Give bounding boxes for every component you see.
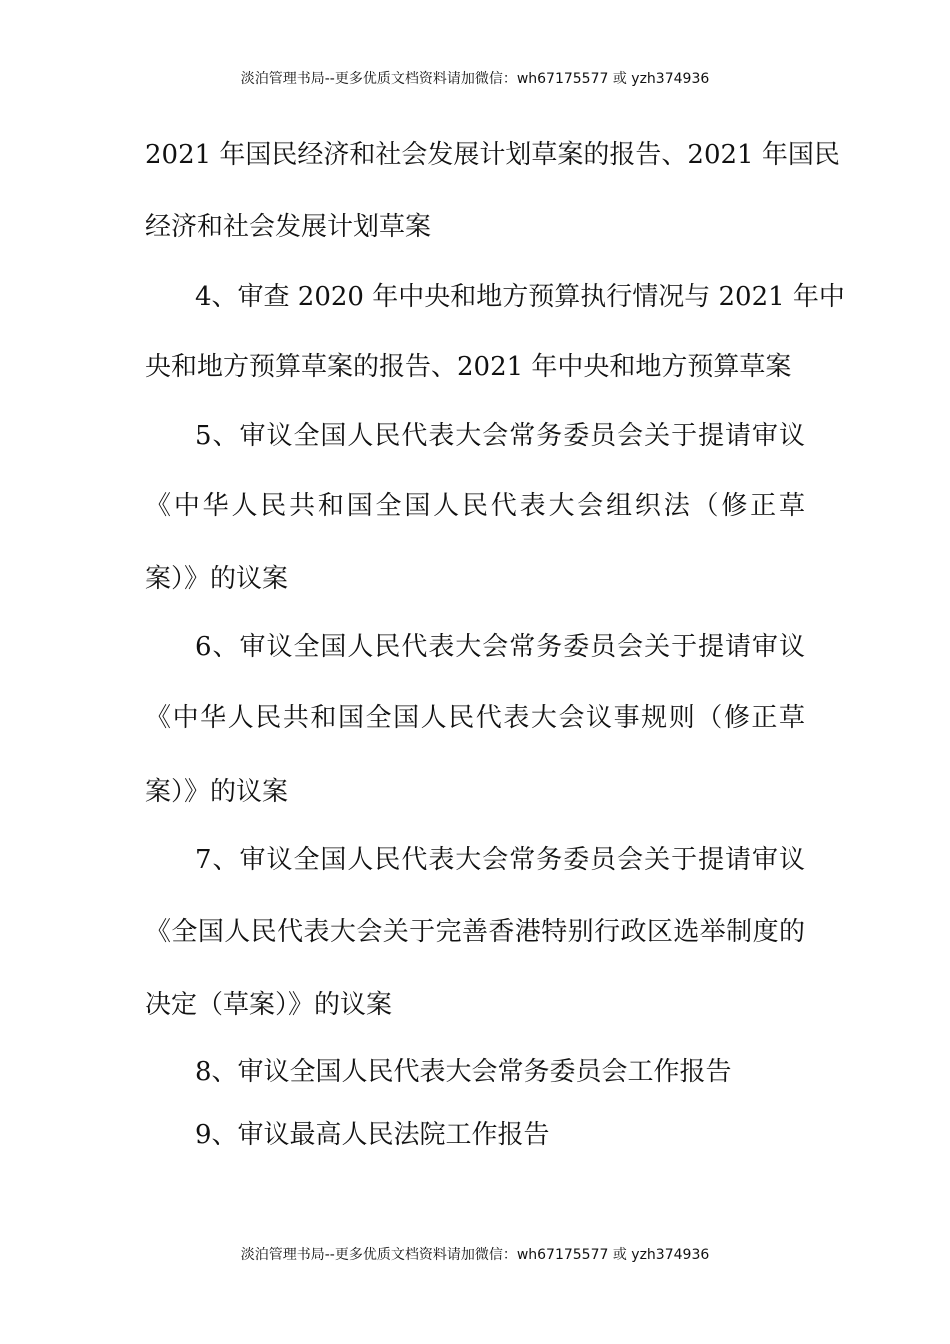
body-line-1: 2021 年国民经济和社会发展计划草案的报告、2021 年国民 <box>145 140 840 170</box>
item-7-line-3: 决定（草案）》的议案 <box>145 990 393 1020</box>
page-header: 淡泊管理书局--更多优质文档资料请加微信：wh67175577 或 yzh374936 <box>240 71 710 87</box>
item-7-line-1: 7、审议全国人民代表大会常务委员会关于提请审议 <box>195 845 805 875</box>
page-footer: 淡泊管理书局--更多优质文档资料请加微信：wh67175577 或 yzh374936 <box>240 1247 710 1263</box>
item-9: 9、审议最高人民法院工作报告 <box>195 1120 550 1150</box>
item-6-line-2: 《中华人民共和国全国人民代表大会议事规则（修正草 <box>145 703 805 733</box>
item-5-line-3: 案）》的议案 <box>145 564 289 594</box>
item-5-line-1: 5、审议全国人民代表大会常务委员会关于提请审议 <box>195 421 805 451</box>
item-6-line-3: 案）》的议案 <box>145 777 289 807</box>
body-line-2: 经济和社会发展计划草案 <box>145 212 432 242</box>
item-6-line-1: 6、审议全国人民代表大会常务委员会关于提请审议 <box>195 632 805 662</box>
item-7-line-2: 《全国人民代表大会关于完善香港特别行政区选举制度的 <box>145 917 805 947</box>
item-5-line-2: 《中华人民共和国全国人民代表大会组织法（修正草 <box>145 491 805 521</box>
item-4-line-2: 央和地方预算草案的报告、2021 年中央和地方预算草案 <box>145 352 792 382</box>
item-8: 8、审议全国人民代表大会常务委员会工作报告 <box>195 1057 732 1087</box>
item-4-line-1: 4、审查 2020 年中央和地方预算执行情况与 2021 年中 <box>195 282 845 312</box>
